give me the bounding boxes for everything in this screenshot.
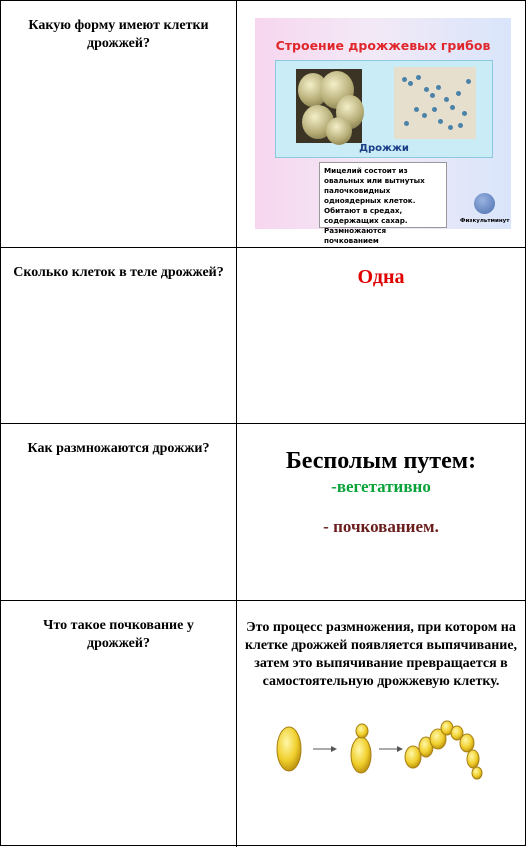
smiley-label: Физкультминут: [460, 218, 510, 224]
question-cell: [1, 601, 237, 847]
budding-illustration: [271, 719, 491, 781]
yeast-cells-photo: [296, 69, 362, 143]
question-text: Что такое почкование у дрожжей?: [43, 618, 194, 651]
answer-text: Одна: [357, 266, 405, 288]
answer-text: Это процесс размножения, при котором на клетке дрожжей появляется выпячивание, затем это выпячивание превращается в самостоятельную дрожжевую клетку.: [244, 620, 518, 689]
slide-image: [255, 18, 511, 245]
description-line: содержащих сахар.: [324, 216, 408, 225]
description-line: палочковидных: [324, 186, 391, 195]
answer-cell: [237, 248, 525, 423]
answer-line-budding: - почкованием.: [323, 517, 439, 536]
description-line: Обитают в средах,: [324, 206, 403, 215]
description-box: [319, 162, 447, 245]
description-line: Размножаются почкованием: [324, 226, 387, 245]
photo-panel: [275, 60, 493, 158]
description-line: овальных или вытнутых: [324, 176, 425, 185]
answer-cell: [237, 1, 525, 247]
question-text: Сколько клеток в теле дрожжей?: [13, 265, 224, 280]
description-line: Мицелий состоит из: [324, 166, 408, 175]
question-text: Как размножаются дрожжи?: [27, 441, 210, 456]
smiley-icon: [474, 193, 495, 214]
question-cell: [1, 424, 237, 600]
answer-line-vegetative: -вегетативно: [331, 477, 431, 496]
table-row: [1, 1, 525, 248]
table-row: [1, 424, 525, 601]
answer-cell: [237, 424, 525, 600]
question-cell: [1, 1, 237, 247]
answer-cell: [237, 601, 525, 847]
table-row: [1, 601, 525, 847]
answer-title: Бесполым путем:: [285, 448, 477, 474]
question-cell: [1, 248, 237, 423]
photo-label: Дрожжи: [359, 143, 409, 154]
question-text: Какую форму имеют клетки дрожжей?: [28, 18, 209, 51]
slide-title: Строение дрожжевых грибов: [275, 38, 491, 53]
description-line: одноядерных клеток.: [324, 196, 416, 205]
yeast-microscope-photo: [394, 67, 476, 139]
table-row: [1, 248, 525, 424]
